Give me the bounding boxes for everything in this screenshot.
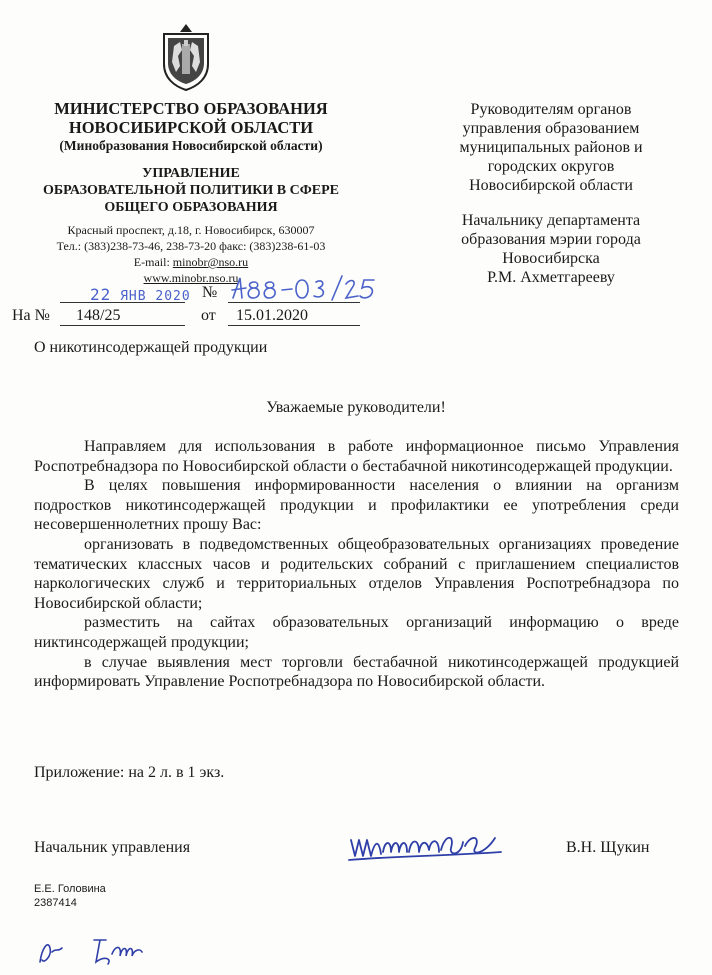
stamp-day: 22 — [90, 285, 112, 304]
from-date: 15.01.2020 — [236, 307, 308, 324]
handwritten-registration-number — [228, 272, 378, 306]
in-reply-label: На № — [12, 307, 50, 324]
greeting: Уважаемые руководители! — [266, 399, 446, 416]
addressee-line: управления образованием — [462, 120, 640, 137]
in-reply-number-underline — [60, 325, 185, 326]
addressee-line: Р.М. Ахметгарееву — [487, 269, 615, 286]
addressee-line: муниципальных районов и — [459, 139, 643, 156]
body-paragraph: разместить на сайтах образовательных организаций информацию о вреде никтинсодержащей продукции; — [34, 614, 679, 651]
addressee-group-2 — [422, 211, 680, 287]
phones: Тел.: (383)238-73-46, 238-73-20 факс: (383)238-61-03 — [56, 239, 326, 253]
ministry-line-1: МИНИСТЕРСТВО ОБРАЗОВАНИЯ — [54, 99, 328, 118]
coat-of-arms-icon — [158, 22, 214, 92]
stamp-date-underline — [60, 302, 185, 303]
signatory-role: Начальник управления — [34, 839, 191, 856]
body-paragraph: организовать в подведомственных общеобразовательных организациях проведение тематических классных часов и родительских собраний с приглашением специалистов наркологических служб и территориальных отделов Управления Роспотребнадзора по Новосибирской области; — [34, 535, 679, 612]
department-name — [10, 165, 372, 216]
in-reply-number: 148/25 — [76, 307, 121, 324]
department-line-3: ОБЩЕГО ОБРАЗОВАНИЯ — [104, 200, 278, 215]
department-line-1: УПРАВЛЕНИЕ — [142, 166, 240, 181]
addressee-line: Начальнику департамента — [461, 212, 641, 229]
addressee-line: образования мэрии города — [461, 231, 641, 248]
attachment-note: Приложение: на 2 л. в 1 экз. — [34, 764, 225, 781]
stamp-year: 2020 — [155, 289, 191, 304]
addressee-line: городских округов — [487, 158, 615, 175]
handwritten-signature — [345, 826, 505, 866]
executor-name: Е.Е. Головина — [34, 883, 106, 895]
handwritten-initials — [34, 930, 154, 970]
addressee-line: Новосибирской области — [469, 177, 633, 194]
body-paragraph: в случае выявления мест торговли бестабачной никотинсодержащей продукцией информировать Управление Роспотребнадзора по Новосибирской области. — [34, 653, 679, 691]
from-label: от — [201, 307, 216, 324]
from-date-underline — [228, 325, 360, 326]
addressee-line: Руководителям органов — [470, 101, 632, 118]
body-paragraph: В целях повышения информированности населения о влиянии на организм подростков никотинсодержащей продукции и профилактики ее употребления среди несовершеннолетних прошу Вас: — [34, 477, 679, 534]
email-label: E-mail: — [133, 255, 173, 269]
ministry-line-2: НОВОСИБИРСКОЙ ОБЛАСТИ — [68, 118, 314, 137]
addressee-line: Новосибирска — [502, 250, 600, 267]
registration-number-underline — [228, 302, 360, 303]
website-link[interactable]: www.minobr.nso.ru — [143, 271, 239, 285]
signatory-name: В.Н. Щукин — [566, 839, 650, 856]
email-link[interactable]: minobr@nso.ru — [172, 255, 249, 269]
email-line — [10, 254, 372, 270]
address: Красный проспект, д.18, г. Новосибирск, 630007 — [67, 223, 315, 237]
body-paragraph: Направляем для использования в работе информационное письмо Управления Роспотребнадзора по Новосибирской области о бестабачной никотинсодержащей продукции. — [34, 438, 679, 475]
addressee-group-1 — [422, 100, 680, 195]
ministry-name — [10, 99, 372, 137]
department-line-2: ОБРАЗОВАТЕЛЬНОЙ ПОЛИТИКИ В СФЕРЕ — [42, 183, 339, 198]
number-symbol: № — [202, 284, 218, 301]
stamp-month: ЯНВ — [120, 289, 147, 304]
executor-phone: 2387414 — [34, 897, 77, 909]
ministry-short-name: (Минобразования Новосибирской области) — [59, 138, 323, 153]
executor-info — [34, 882, 106, 910]
letter-body — [34, 437, 679, 692]
letter-subject: О никотинсодержащей продукции — [34, 339, 268, 356]
